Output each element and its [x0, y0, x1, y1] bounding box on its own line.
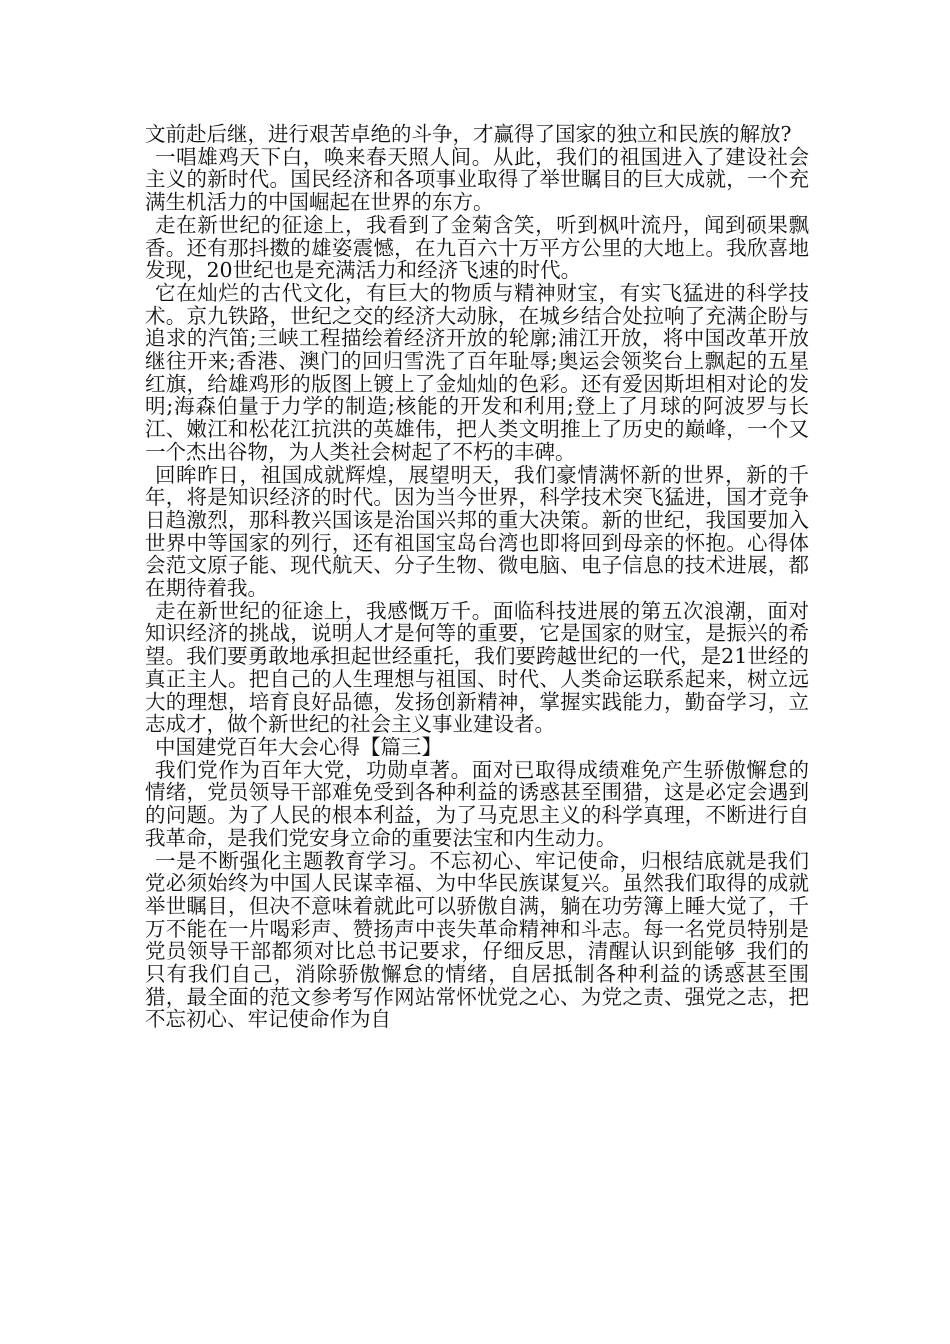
section-heading: 中国建党百年大会心得【篇三】: [155, 734, 442, 759]
paragraph: 它在灿烂的古代文化，有巨大的物质与精神财宝，有实飞猛进的科学技术。京九铁路，世纪之交的经济大动脉，在城乡结合处拉响了充满企盼与追求的汽笛;三峡工程描绘着经济开放的轮廓;浦江开放，将中国改革开放继往开来;香港、澳门的回归雪洗了百年耻辱;奥运会领奖台上飘起的五星红旗，给雄鸡形的版图上镀上了金灿灿的色彩。还有爱因斯坦相对论的发明;海森伯量于力学的制造;核能的开发和利用;登上了月球的阿波罗与长江、嫩江和松花江抗洪的英雄伟，把人类文明推上了历史的巅峰，一个又一个杰出谷物，为人类社会树起了不朽的丰碑。: [145, 280, 809, 464]
paragraph: 我们党作为百年大党，功勋卓著。面对已取得成绩难免产生骄傲懈怠的情绪，党员领导干部难免受到各种利益的诱惑甚至围猎，这是必定会遇到的问题。为了人民的根本利益，为了马克思主义的科学真理，不断进行自我革命，是我们党安身立命的重要法宝和内生动力。: [145, 757, 809, 850]
paragraph: 走在新世纪的征途上，我感慨万千。面临科技进展的第五次浪潮，面对知识经济的挑战，说明人才是何等的重要，它是国家的财宝，是振兴的希望。我们要勇敢地承担起世经重托，我们要跨越世纪的一代，是21世经的真正主人。把自己的人生理想与祖国、时代、人类命运联系起来，树立远大的理想，培育良好品德，发扬创新精神，掌握实践能力，勤奋学习，立志成才，做个新世纪的社会主义事业建设者。: [145, 598, 809, 737]
paragraph: 走在新世纪的征途上，我看到了金菊含笑，听到枫叶流丹，闻到硕果飘香。还有那抖擞的雄姿震憾，在九百六十万平方公里的大地上。我欣喜地发现，20世纪也是充满活力和经济飞速的时代。: [145, 212, 809, 283]
paragraph: 一是不断强化主题教育学习。不忘初心、牢记使命，归根结底就是我们党必须始终为中国人民谋幸福、为中华民族谋复兴。虽然我们取得的成就举世瞩目，但决不意味着就此可以骄傲自满，躺在功劳簿上睡大觉了，千万不能在一片喝彩声、赞扬声中丧失革命精神和斗志。每一名党员特别是党员领导干部都须对比总书记要求，仔细反思，清醒认识到能够_我们的只有我们自己，消除骄傲懈怠的情绪，自居抵制各种利益的诱惑甚至围猎，最全面的范文参考写作网站常怀忧党之心、为党之责、强党之志，把不忘初心、牢记使命作为自: [145, 848, 809, 1032]
paragraph: 一唱雄鸡天下白，唤来春天照人间。从此，我们的祖国进入了建设社会主义的新时代。国民经济和各项事业取得了举世瞩目的巨大成就，一个充满生机活力的中国崛起在世界的东方。: [145, 144, 809, 215]
paragraph-continued: 文前赴后继，进行艰苦卓绝的斗争，才赢得了国家的独立和民族的解放?: [145, 122, 792, 146]
document-body: [145, 123, 809, 1031]
paragraph: 回眸昨日，祖国成就辉煌，展望明天，我们豪情满怀新的世界，新的千年，将是知识经济的时代。因为当今世界，科学技术突飞猛进，国才竞争日趋激烈，那科教兴国该是治国兴邦的重大决策。新的世纪，我国要加入世界中等国家的列行，还有祖国宝岛台湾也即将回到母亲的怀抱。心得体会范文原子能、现代航天、分子生物、微电脑、电子信息的技术进展，都在期待着我。: [145, 462, 809, 601]
